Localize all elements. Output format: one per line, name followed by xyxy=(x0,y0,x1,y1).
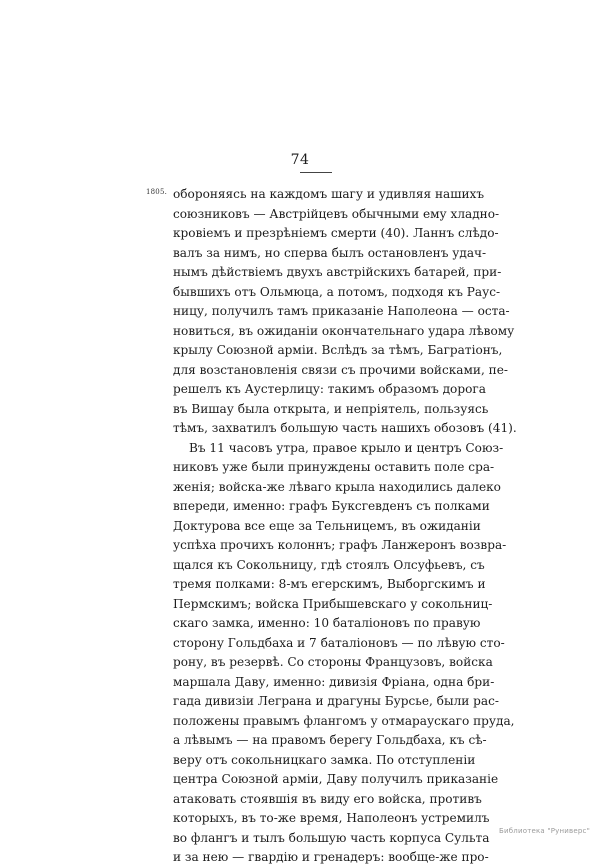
text-line: тремя полками: 8-мъ егерскимъ, Выборгскимъ и xyxy=(173,577,486,591)
text-line: маршала Даву, именно: дивизія Фріана, одна бри- xyxy=(173,674,495,689)
text-line: бывшихъ отъ Ольмюца, а потомъ, подходя къ Раус- xyxy=(173,284,501,299)
text-line: Доктурова все еще за Тельницемъ, въ ожиданіи xyxy=(173,518,481,533)
text-line: которыхъ, въ то-же время, Наполеонъ устремилъ xyxy=(173,811,490,825)
text-line: никовъ уже были принуждены оставить поле сра- xyxy=(173,460,495,474)
text-line: решелъ къ Аустерлицу: такимъ образомъ дорога xyxy=(173,382,486,396)
text-line: сторону Гольдбаха и 7 баталіоновъ — по лѣвую сто- xyxy=(173,635,505,650)
text-line: Въ 11 часовъ утра, правое крыло и центръ Союз- xyxy=(189,440,504,455)
text-line: Пермскимъ; войска Прибышевскаго у сокольниц- xyxy=(173,596,493,611)
text-line: во флангъ и тылъ большую часть корпуса Сульта xyxy=(173,830,490,845)
text-line: а лѣвымъ — на правомъ берегу Гольдбаха, къ сѣ- xyxy=(173,733,487,747)
text-line: новиться, въ ожиданіи окончательнаго удара лѣвому xyxy=(173,323,515,338)
text-line: щался къ Сокольницу, гдѣ стоялъ Олсуфьевъ, съ xyxy=(173,557,485,572)
text-line: рону, въ резервѣ. Со стороны Французовъ, войска xyxy=(173,655,493,669)
text-line: нымъ дѣйствіемъ двухъ австрійскихъ батарей, при- xyxy=(173,265,502,279)
page-number: 74 xyxy=(290,152,310,168)
text-line: и за нею — гвардію и гренадеръ: вообще-же про- xyxy=(173,850,489,864)
text-line: въ Вишау была открыта, и непріятель, пользуясь xyxy=(173,401,489,416)
text-line: союзниковъ — Австрійцевъ обычными ему хладно- xyxy=(173,206,500,221)
text-line: успѣха прочихъ колоннъ; графъ Ланжеронъ возвра- xyxy=(173,538,507,552)
text-line: скаго замка, именно: 10 баталіоновъ по правую xyxy=(173,616,481,630)
text-line: крылу Союзной арміи. Вслѣдъ за тѣмъ, Багратіонъ, xyxy=(173,343,503,357)
text-line: тѣмъ, захватилъ большую часть нашихъ обозовъ (41). xyxy=(173,421,517,435)
page-number-underline xyxy=(300,172,332,173)
text-line: обороняясь на каждомъ шагу и удивляя нашихъ xyxy=(173,187,485,201)
text-line: веру отъ сокольницкаго замка. По отступленіи xyxy=(173,752,476,767)
text-line: для возстановленія связи съ прочими войсками, пе- xyxy=(173,362,508,377)
text-line: валъ за нимъ, но сперва былъ остановленъ удач- xyxy=(173,245,487,260)
text-line: впереди, именно: графъ Буксгевденъ съ полками xyxy=(173,499,490,513)
margin-year-note: 1805. xyxy=(146,188,168,196)
text-line: кровіемъ и презрѣніемъ смерти (40). Ланнъ слѣдо- xyxy=(173,226,499,240)
library-watermark: Библиотека "Руниверс" xyxy=(499,827,590,835)
text-line: атаковать стоявшія въ виду его войска, противъ xyxy=(173,791,482,806)
text-line: положены правымъ флангомъ у отмараускаго пруда, xyxy=(173,713,515,728)
text-line: центра Союзной арміи, Даву получилъ приказаніе xyxy=(173,772,499,786)
text-line: ницу, получилъ тамъ приказаніе Наполеона — оста- xyxy=(173,304,510,318)
text-line: гада дивизіи Леграна и драгуны Бурсье, были рас- xyxy=(173,694,499,708)
body-text xyxy=(173,185,517,868)
text-line: женія; войска-же лѣваго крыла находились далеко xyxy=(173,479,501,494)
